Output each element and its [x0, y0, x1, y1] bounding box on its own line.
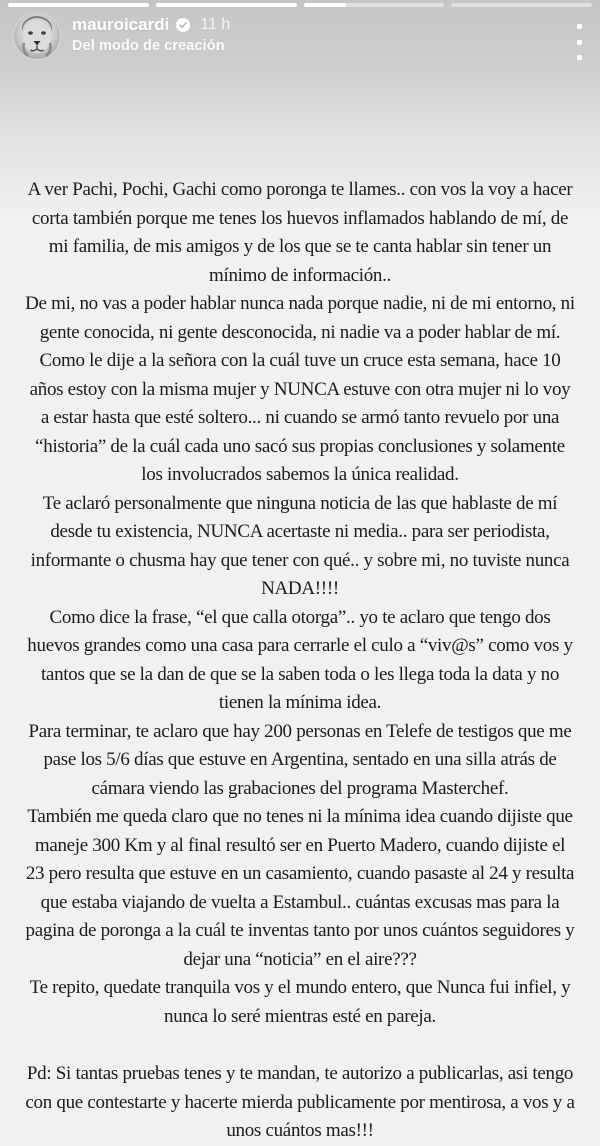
progress-segment — [8, 3, 149, 7]
progress-segment — [156, 3, 297, 7]
progress-segment — [451, 3, 592, 7]
story-paragraph: Para terminar, te aclaro que hay 200 personas en Telefe de testigos que me pase los 5/6 días que estuve en Argentina, sentado en una silla atrás de cámara viendo las grabaciones del programa Masterchef. — [28, 720, 572, 799]
story-header — [14, 13, 590, 59]
story-paragraph: Como le dije a la señora con la cuál tuve un cruce esta semana, hace 10 años estoy con la misma mujer y NUNCA estuve con otra mujer ni lo voy a estar hasta que esté soltero... ni cuando se armó tanto revuelo por una “historia” de la cuál cada uno sacó sus propias conclusiones y solamente los involucrados sabemos la única realidad. — [29, 350, 571, 485]
story-paragraph: Te repito, quedate tranquila vos y el mundo entero, que Nunca fui infiel, y nunca lo seré mientras esté en pareja. — [29, 977, 571, 1027]
name-block — [72, 13, 230, 54]
story-paragraph: Te aclaró personalmente que ninguna noticia de las que hablaste de mí desde tu existencia, NUNCA acertaste ni media.. para ser periodista, informante o chusma hay que tener con qué.. y sobre mi, no tuviste nunca NADA!!!! — [30, 492, 570, 599]
story-timestamp: 11 h — [200, 15, 231, 33]
verified-badge-icon — [175, 17, 191, 33]
progress-segment — [304, 3, 445, 7]
story-paragraph: De mi, no vas a poder hablar nunca nada porque nadie, ni de mi entorno, ni gente conocida, ni gente desconocida, ni nadie va a poder hablar de mí. — [25, 293, 575, 343]
avatar[interactable] — [14, 13, 60, 59]
story-progress-bar — [8, 3, 592, 7]
story-text — [0, 176, 600, 1146]
username[interactable]: mauroicardi — [72, 15, 170, 34]
lion-face-avatar-image — [14, 13, 60, 59]
creation-mode-label: Del modo de creación — [72, 38, 225, 54]
story-paragraph: También me queda claro que no tenes ni la mínima idea cuando dijiste que maneje 300 Km y al final resultó ser en Puerto Madero, cuando dijiste el 23 pero resulta que estuve en un casamiento, cuando pasaste al 24 y resulta que estaba viajando de vuelta a Estambul.. cuántas excusas mas para la pagina de poronga a la cuál te inventas tanto por unos cuántos seguidores y dejar una “noticia” en el aire??? — [25, 806, 575, 970]
story-paragraph: A ver Pachi, Pochi, Gachi como poronga te llames.. con vos la voy a hacer corta también porque me tenes los huevos inflamados hablando de mí, de mi familia, de mis amigos y de los que se te canta hablar sin tener un mínimo de información.. — [27, 179, 573, 286]
story-paragraph: Como dice la frase, “el que calla otorga”.. yo te aclaro que tengo dos huevos grandes como una casa para cerrarle el culo a “viv@s” como vos y tantos que se la dan de que se la saben toda o les llega toda la data y no tienen la mínima idea. — [27, 606, 573, 713]
story-paragraph: Pd: Si tantas pruebas tenes y te mandan, te autorizo a publicarlas, asi tengo con que contestarte y hacerte mierda publicamente por mentirosa, a vos y a unos cuántos mas!!! — [25, 1063, 575, 1141]
three-dots-vertical-icon[interactable] — [572, 24, 586, 60]
